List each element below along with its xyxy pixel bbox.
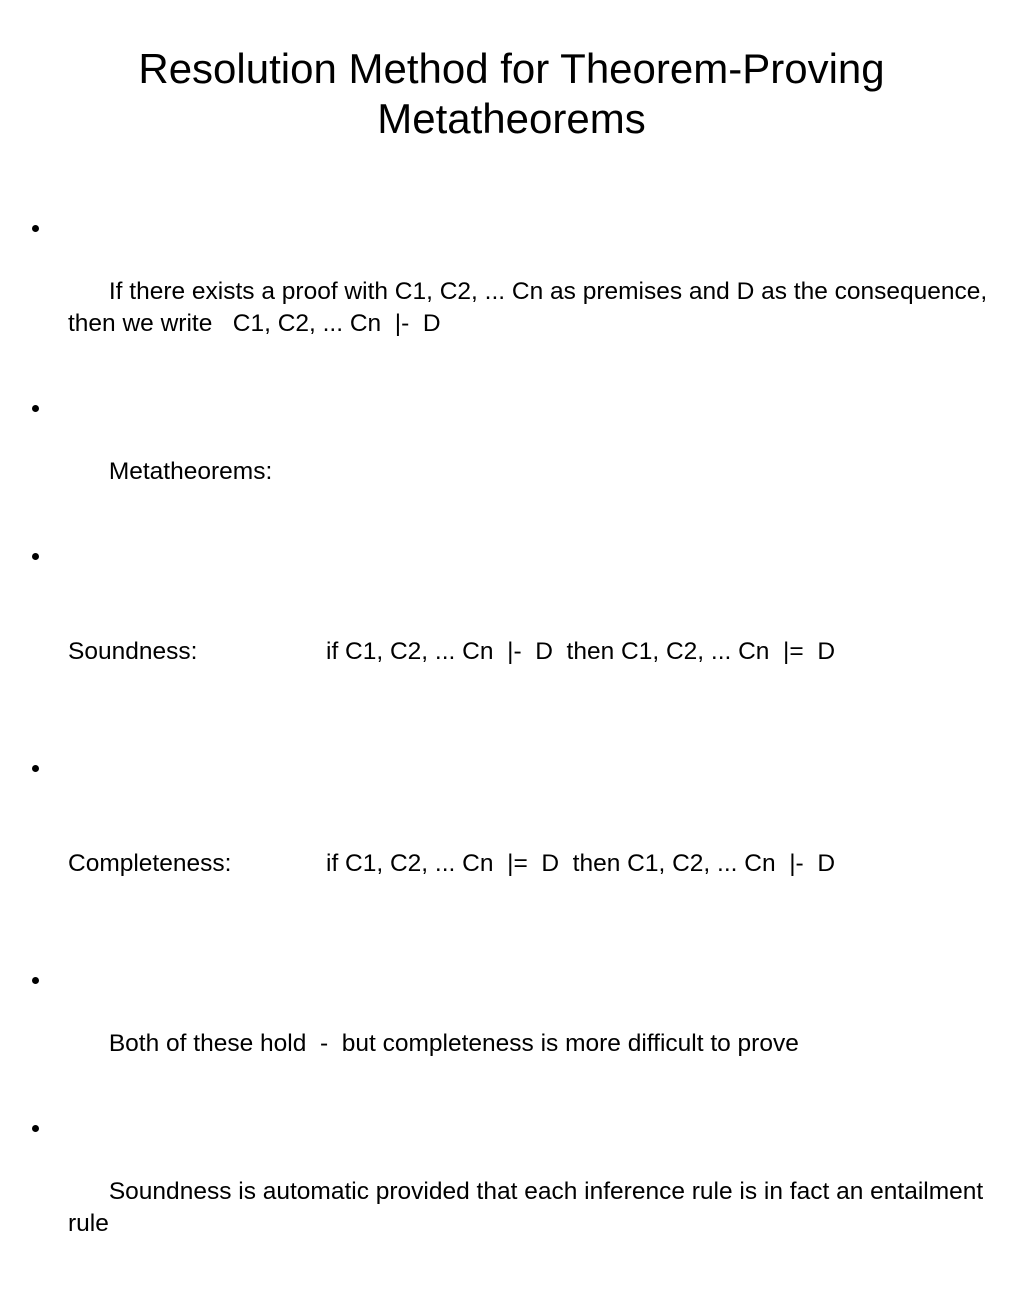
bullet-soundness <box>0 540 1023 732</box>
completeness-label: Completeness: <box>68 850 232 877</box>
slide-title <box>40 44 983 144</box>
bullet-soundness-automatic <box>0 1112 1023 1272</box>
bullet-text: If there exists a proof with C1, C2, ... Cn as premises and D as the consequence, then we write C1, C2, ... Cn |- D <box>68 278 995 337</box>
soundness-label: Soundness: <box>68 638 198 665</box>
slide-title-line-2: Metatheorems <box>377 95 646 142</box>
completeness-pair <box>68 848 993 880</box>
bullet-text: Soundness is automatic provided that each inference rule is in fact an entailment rule <box>68 1178 990 1237</box>
bullet-dot-icon <box>32 405 39 412</box>
bullet-both-hold <box>0 964 1023 1092</box>
soundness-text: if C1, C2, ... Cn |- D then C1, C2, ... Cn |= D <box>326 638 836 665</box>
slide-title-line-1: Resolution Method for Theorem-Proving <box>138 45 885 92</box>
bullet-text: Both of these hold - but completeness is more difficult to prove <box>108 1030 799 1057</box>
bullet-metatheorems <box>0 392 1023 520</box>
bullet-dot-icon <box>32 225 39 232</box>
bullet-proof-definition <box>0 212 1023 372</box>
completeness-text: if C1, C2, ... Cn |= D then C1, C2, ... Cn |- D <box>326 850 836 877</box>
bullet-dot-icon <box>32 1125 39 1132</box>
bullet-completeness <box>0 752 1023 944</box>
bullet-list <box>0 212 1023 1292</box>
bullet-dot-icon <box>32 765 39 772</box>
soundness-pair <box>68 636 993 668</box>
bullet-dot-icon <box>32 977 39 984</box>
bullet-dot-icon <box>32 553 39 560</box>
bullet-text: Metatheorems: <box>108 458 273 485</box>
